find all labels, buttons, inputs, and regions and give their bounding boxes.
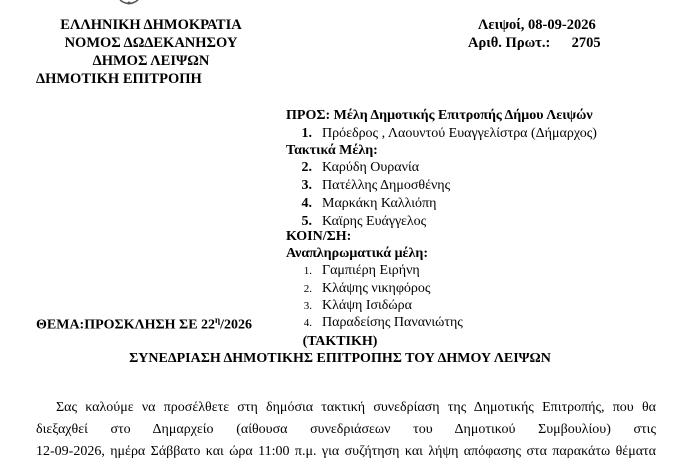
item-number: 4.	[303, 317, 312, 329]
item-number: 2.	[301, 160, 312, 175]
chair-item	[286, 125, 597, 143]
list-item	[286, 177, 450, 195]
member-name: Παραδείσης Πανανιώτης	[322, 315, 463, 330]
item-number: 5.	[301, 214, 312, 229]
list-item	[286, 314, 463, 332]
header-line-committee: ΔΗΜΟΤΙΚΗ ΕΠΙΤΡΟΠΗ	[36, 71, 202, 87]
subject-prefix: ΘΕΜΑ:ΠΡΟΣΚΛΗΣΗ ΣΕ 22	[36, 317, 216, 333]
to-line: ΠΡΟΣ: Μέλη Δημοτικής Επιτροπής Δήμου Λειψών	[286, 108, 593, 123]
subject-line	[36, 315, 252, 334]
header-line-prefecture: ΝΟΜΟΣ ΔΩΔΕΚΑΝΗΣΟΥ	[64, 35, 238, 51]
protocol-line	[468, 34, 601, 52]
protocol-label: Αριθ. Πρωτ.:	[468, 35, 551, 51]
member-name: Γαμπιέρη Ειρήνη	[322, 263, 420, 278]
item-number: 3.	[301, 178, 312, 193]
member-name: Κλάψη Ισιδώρα	[322, 298, 412, 313]
item-number: 3.	[303, 300, 312, 312]
member-name: Καϊρης Ευάγγελος	[322, 214, 427, 229]
subject-suffix: /2026	[220, 317, 253, 333]
protocol-number: 2705	[571, 35, 601, 51]
body-line-1: Σας καλούμε να προσέλθετε στη δημόσια τακτική συνεδρίαση της Δημοτικής Επιτροπής, που θα	[56, 400, 656, 415]
body-line-3: 12-09-2026, ημέρα Σάββατο και ώρα 11:00 π.μ. για συζήτηση και λήψη απόφασης στα παρακάτω θέματα	[36, 444, 656, 459]
session-type: (ΤΑΚΤΙΚΗ)	[302, 334, 378, 349]
coat-of-arms-icon	[118, 0, 140, 5]
date-line: Λειψοί, 08-09-2026	[478, 17, 596, 33]
body-line-2: διεξαχθεί στο Δημαρχείο (αίθουσα συνεδριάσεων του Δημοτικού Συμβουλίου) στις	[36, 422, 656, 437]
list-item	[286, 262, 420, 280]
chair-number: 1.	[301, 126, 312, 141]
koin-heading: ΚΟΙΝ/ΣΗ:	[286, 229, 352, 244]
list-item	[286, 280, 430, 298]
member-name: Πατέλλης Δημοσθένης	[322, 178, 451, 193]
member-name: Καρύδη Ουρανία	[322, 160, 420, 175]
header-line-republic: ΕΛΛΗΝΙΚΗ ΔΗΜΟΚΡΑΤΙΑ	[60, 17, 242, 33]
session-title: ΣΥΝΕΔΡΙΑΣΗ ΔΗΜΟΤΙΚΗΣ ΕΠΙΤΡΟΠΗΣ ΤΟΥ ΔΗΜΟΥ ΛΕΙΨΩΝ	[129, 351, 551, 366]
item-number: 2.	[303, 283, 312, 295]
list-item	[286, 159, 419, 177]
chair-name: Πρόεδρος , Λαουντού Ευαγγελίστρα (Δήμαρχος)	[322, 126, 597, 141]
regular-members-heading: Τακτικά Μέλη:	[286, 143, 378, 158]
member-name: Μαρκάκη Καλλιόπη	[322, 196, 437, 211]
list-item	[286, 195, 436, 213]
header-line-municipality: ΔΗΜΟΣ ΛΕΙΨΩΝ	[92, 53, 210, 69]
item-number: 4.	[301, 196, 312, 211]
header-issuer	[36, 16, 266, 70]
member-name: Κλάψης νικηφόρος	[322, 281, 431, 296]
alternate-members-heading: Αναπληρωματικά μέλη:	[286, 246, 428, 261]
list-item	[286, 297, 412, 315]
subject-superscript: η	[215, 315, 221, 325]
item-number: 1.	[303, 265, 312, 277]
